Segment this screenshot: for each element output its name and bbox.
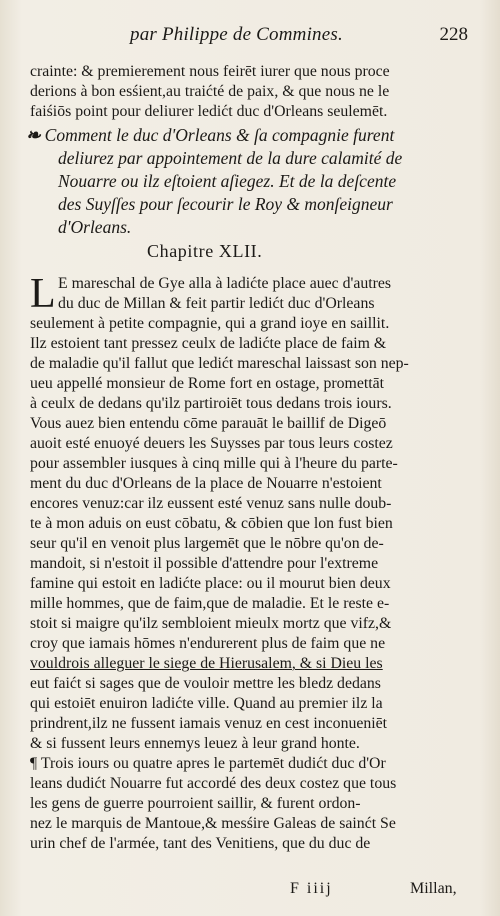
text-line: seulement à petite compagnie, qui a grand ioye en saillit. [30, 315, 390, 332]
text-line: derions à bon esśient,au traićté de paix, & que nous ne le [30, 83, 390, 100]
text-line: crainte: & premierement nous feirēt iurer que nous proce [30, 63, 390, 80]
paragraph-mark-icon: ¶ [30, 755, 38, 772]
text-line: urin chef de l'armée, tant des Venitiens, que du duc de [30, 835, 371, 852]
text-line: mille hommes, que de faim,que de maladie. Et le reste e- [30, 595, 390, 612]
text-line-content: Trois iours ou quatre apres le partemēt dudićt duc d'Or [40, 755, 386, 772]
chapter-title: Chapitre XLII. [147, 241, 263, 261]
signature-mark: F iiij [290, 880, 333, 897]
text-line: famine qui estoit en ladićte place: ou il mourut bien deux [30, 575, 391, 592]
heading-text: Comment le duc d'Orleans & ſa compagnie furent [44, 125, 395, 145]
text-line: pour assembler iusques à cinq mille qui à l'heure du parte- [30, 455, 398, 472]
text-line: mandoit, si n'estoit il possible d'attendre pour l'extreme [30, 555, 379, 572]
text-line: te à mon aduis on eust cōbatu, & cōbien que lon fust bien [30, 515, 393, 532]
text-line: de maladie qu'il fallut que ledićt mareschal laissast son nep- [30, 355, 409, 372]
heading-line: des Suyſſes pour ſecourir le Roy & monſeigneur [58, 194, 393, 214]
text-line: croy que iamais hōmes n'endurerent plus de faim que ne [30, 635, 386, 652]
text-line: leans dudićt Nouarre fut accordé des deux costez que tous [30, 775, 397, 792]
text-line: à ceulx de dedans qu'ilz partiroiēt tous dedans trois iours. [30, 395, 392, 412]
text-line: & si fussent leurs ennemys leuez à leur grand honte. [30, 735, 360, 752]
text-line: les gens de guerre pourroient saillir, & furent ordon- [30, 795, 361, 812]
fleuron-icon: ❧ [26, 125, 41, 145]
text-line: vouldrois alleguer le siege de Hierusalem, & si Dieu les [30, 655, 383, 672]
text-line [30, 755, 386, 773]
text-line: stoit si maigre qu'ilz sembloient mieulx mortz que vifz,& [30, 615, 392, 632]
text-line: nez le marquis de Mantoue,& mesśire Galeas de sainćt Se [30, 815, 396, 832]
heading-line: d'Orleans. [58, 217, 132, 237]
text-line: prindrent,ilz ne fussent iamais venuz en cest inconueniēt [30, 715, 388, 732]
text-line: faiśiōs point pour deliurer ledićt duc d'Orleans seulemēt. [30, 103, 388, 120]
heading-line: Nouarre ou ilz eſtoient aſiegez. Et de la deſcente [58, 171, 397, 191]
catchword: Millan, [410, 880, 457, 897]
heading-line [26, 125, 394, 146]
text-line: seur qu'il en venoit plus largemēt que le nōbre qu'on de- [30, 535, 384, 552]
running-title: par Philippe de Commines. [130, 24, 343, 45]
text-line: du duc de Millan & feit partir ledićt duc d'Orleans [58, 295, 375, 312]
running-head [130, 24, 468, 48]
text-line: Vous auez bien entendu cōme parauāt le baillif de Digeō [30, 415, 387, 432]
drop-capital: L [30, 271, 56, 317]
text-line: Ilz estoient tant pressez ceulx de ladićte place de faim & [30, 335, 387, 352]
text-line: qui estoiēt enuiron ladićte ville. Quand au premier ilz la [30, 695, 383, 712]
heading-line: deliurez par appointement de la dure calamité de [58, 148, 403, 168]
text-line: eut faićt si sages que de vouloir mettre les bledz dedans [30, 675, 381, 692]
text-line: auoit esté enuoyé deuers les Suysses par tous leurs costez [30, 435, 393, 452]
page-number: 228 [439, 24, 468, 45]
text-line: ueu appellé monsieur de Rome fort en ostage, promettāt [30, 375, 385, 392]
text-line: ment du duc d'Orleans de la place de Nouarre n'estoient [30, 475, 382, 492]
text-line: E mareschal de Gye alla à ladićte place auec d'autres [58, 275, 392, 292]
text-line: encores venuz:car ilz eussent esté venuz sans nulle doub- [30, 495, 392, 512]
